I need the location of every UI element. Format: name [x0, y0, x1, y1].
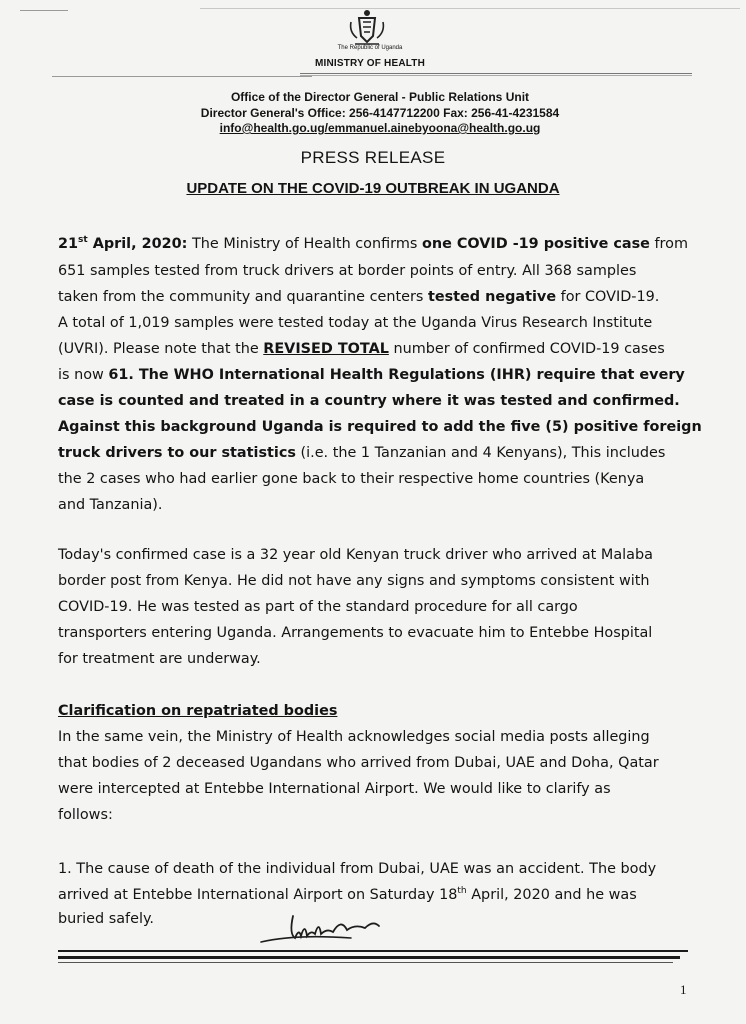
list-item: 1. The cause of death of the individual from Dubai, UAE was an accident. The body [58, 861, 657, 877]
section-heading: Clarification on repatriated bodies [58, 703, 338, 719]
paragraph-line: Today's confirmed case is a 32 year old Kenyan truck driver who arrived at Malaba [58, 547, 653, 563]
paragraph-line: that bodies of 2 deceased Ugandans who arrived from Dubai, UAE and Doha, Qatar [58, 755, 659, 771]
paragraph-line: were intercepted at Entebbe International Airport. We would like to clarify as [58, 781, 611, 797]
text-run: taken from the community and quarantine centers [58, 289, 428, 305]
list-item: buried safely. [58, 911, 155, 927]
text-run: (i.e. the 1 Tanzanian and 4 Kenyans), This includes [295, 445, 666, 461]
paragraph-line: the 2 cases who had earlier gone back to their respective home countries (Kenya [58, 471, 645, 487]
paragraph-line: for treatment are underway. [58, 651, 261, 667]
date-suffix: th [457, 886, 467, 896]
emphasis: REVISED TOTAL [263, 341, 389, 357]
paragraph-line: border post from Kenya. He did not have any signs and symptoms consistent with [58, 573, 650, 589]
emphasis: Against this background Uganda is required to add the five (5) positive foreign [58, 419, 702, 435]
header-rule [300, 75, 692, 76]
paragraph-line: COVID-19. He was tested as part of the standard procedure for all cargo [58, 599, 578, 615]
paragraph-line [58, 418, 702, 436]
emphasis: truck drivers to our statistics [58, 445, 296, 461]
contact-office: Office of the Director General - Public Relations Unit [230, 90, 530, 104]
footer-rule [58, 956, 680, 959]
document-title: UPDATE ON THE COVID-19 OUTBREAK IN UGANDA [186, 180, 560, 197]
paragraph-line [58, 235, 688, 253]
paragraph-line [58, 366, 685, 384]
text-run: is now [58, 367, 109, 383]
date-day: 21 [58, 236, 79, 252]
emphasis: 61. The WHO International Health Regulations (IHR) require that every [108, 367, 685, 383]
text-run: (UVRI). Please note that the [58, 341, 264, 357]
header-rule [300, 73, 692, 74]
page-number: 1 [680, 982, 687, 997]
list-item [58, 886, 637, 904]
press-release-label: PRESS RELEASE [300, 148, 446, 167]
contact-email[interactable]: info@health.go.ug/emmanuel.ainebyoona@health.go.ug [219, 121, 541, 135]
text-run: from [649, 236, 688, 252]
paragraph-line: A total of 1,019 samples were tested today at the Uganda Virus Research Institute [58, 315, 653, 331]
date-suffix: st [78, 235, 88, 245]
text-run: for COVID-19. [556, 289, 660, 305]
republic-label: The Republic of Uganda [337, 45, 403, 51]
paragraph-line [58, 444, 665, 462]
text-run: The Ministry of Health confirms [187, 236, 422, 252]
top-rule [20, 10, 68, 11]
paragraph-line [58, 392, 680, 410]
paragraph-line: 651 samples tested from truck drivers at border points of entry. All 368 samples [58, 263, 637, 279]
paragraph-line: In the same vein, the Ministry of Health acknowledges social media posts alleging [58, 729, 650, 745]
signature-mark [255, 908, 395, 950]
text-run: number of confirmed COVID-19 cases [388, 341, 665, 357]
paragraph-line: transporters entering Uganda. Arrangements to evacuate him to Entebbe Hospital [58, 625, 653, 641]
text-run: April, 2020 and he was [466, 887, 637, 903]
text-run: arrived at Entebbe International Airport on Saturday 18 [58, 887, 458, 903]
ministry-name: MINISTRY OF HEALTH [314, 58, 426, 69]
top-rule [200, 8, 740, 9]
paragraph-line [58, 288, 659, 306]
footer-rule [58, 962, 673, 963]
footer-rule [58, 950, 688, 952]
coat-of-arms-icon [347, 8, 387, 50]
header-rule [52, 76, 312, 77]
date-rest: April, 2020: [87, 236, 188, 252]
emphasis: one COVID -19 positive case [421, 236, 650, 252]
paragraph-line: follows: [58, 807, 113, 823]
emphasis: tested negative [427, 289, 557, 305]
contact-phone: Director General's Office: 256-4147712200 Fax: 256-41-4231584 [200, 106, 560, 120]
paragraph-line [58, 340, 665, 358]
emphasis: case is counted and treated in a country where it was tested and confirmed. [58, 393, 680, 409]
paragraph-line: and Tanzania). [58, 497, 163, 513]
